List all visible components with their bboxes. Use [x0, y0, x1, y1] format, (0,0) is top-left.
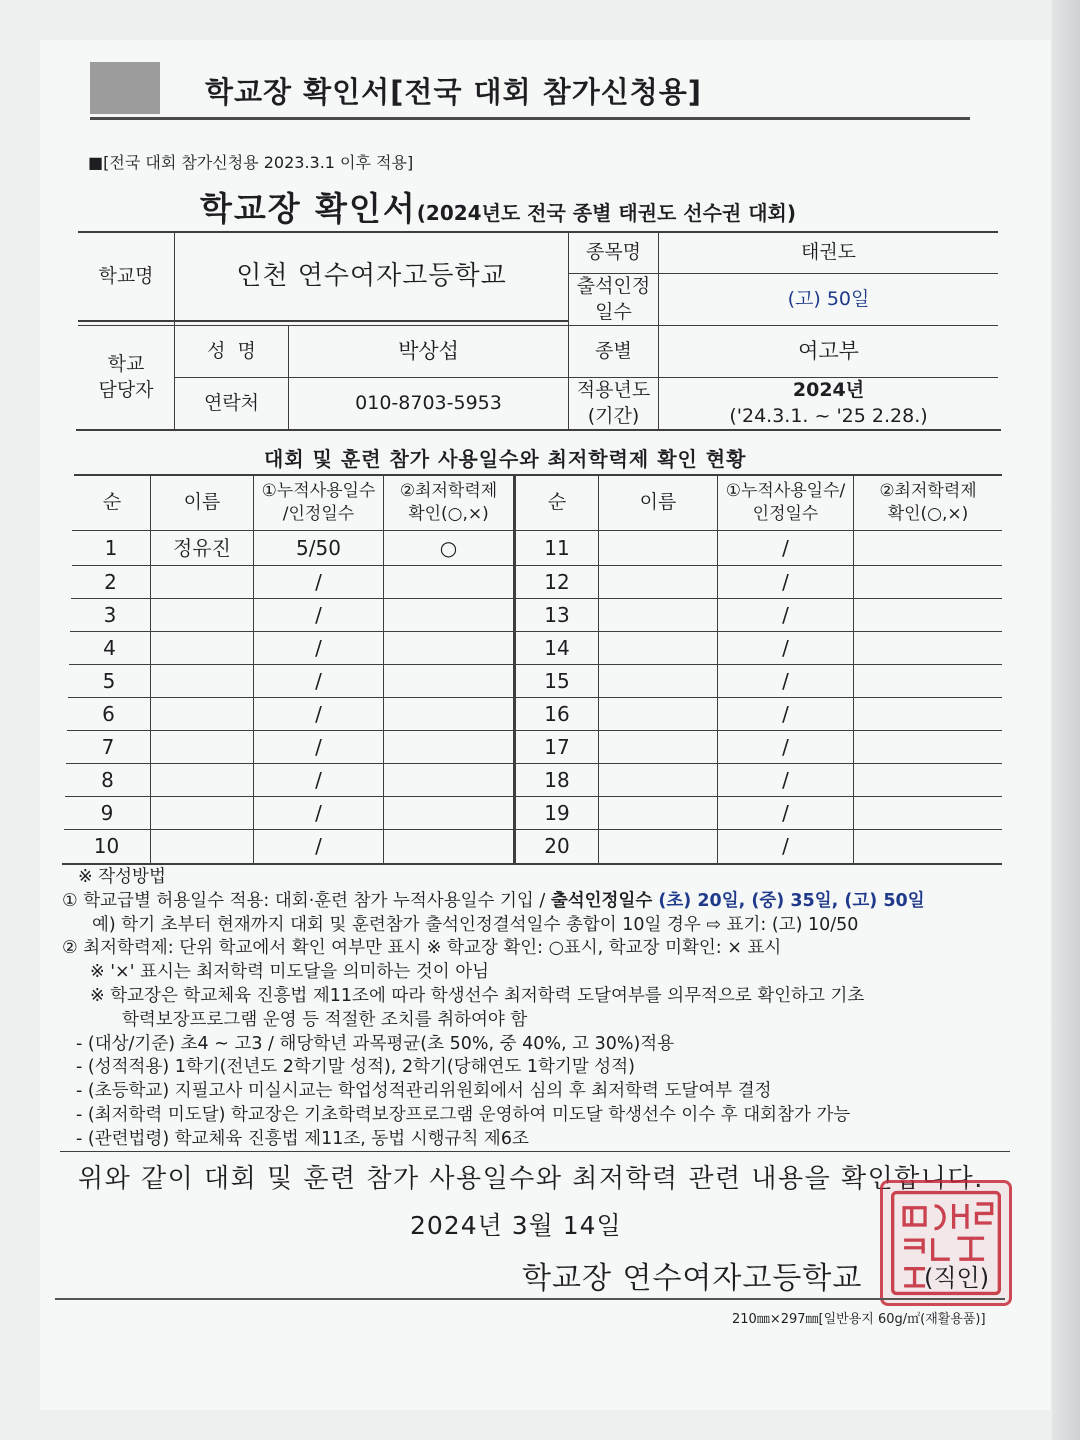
row-seq-right: 11: [544, 535, 570, 560]
school-label: 학교명: [98, 265, 154, 288]
row-seq-right: 17: [544, 734, 570, 759]
row-name: 정유진: [173, 535, 231, 560]
row-days-right: /: [782, 834, 789, 858]
notes-heading: ※ 작성방법: [78, 867, 166, 887]
row-days-right: /: [782, 767, 789, 792]
note-text: ① 학교급별 허용일수 적용: 대회·훈련 참가 누적사용일수 기입 /: [62, 890, 551, 911]
applicability-note: ■[전국 대회 참가신청용 2023.3.1 이후 적용]: [88, 153, 414, 172]
row-seq: 7: [101, 734, 115, 759]
row-seq: 5: [102, 668, 116, 693]
issue-date: 2024년 3월 14일: [410, 1211, 622, 1240]
row-seq-right: 15: [544, 668, 570, 693]
paper-spec: 210㎜×297㎜[일반용지 60g/㎡(재활용품)]: [732, 1312, 986, 1327]
header-gray-block: [90, 62, 160, 114]
row-days-right: /: [782, 602, 789, 627]
row-seq: 6: [102, 701, 115, 726]
header-grade: ②최저학력제 확인(○,×): [399, 481, 498, 524]
row-days-right: /: [782, 800, 789, 825]
phone-label: 연락처: [203, 391, 260, 414]
header-days-right: ①누적사용일수/ 인정일수: [725, 481, 846, 524]
row-days: /: [315, 834, 322, 858]
row-days: /: [315, 767, 322, 792]
row-days-right: /: [782, 734, 789, 759]
header-name: 이름: [183, 491, 221, 514]
principal-signature: 학교장 연수여자고등학교: [522, 1261, 863, 1296]
row-days: /: [315, 800, 322, 825]
contact-label: 학교 담당자: [98, 352, 154, 401]
header-name-right: 이름: [639, 491, 677, 514]
top-title: 학교장 확인서[전국 대회 참가신청용]: [205, 75, 703, 109]
sport-label: 종목명: [585, 241, 642, 264]
main-title-subtitle: (2024년도 전국 종별 태권도 선수권 대회): [416, 201, 797, 225]
year-value: 2024년: [792, 378, 865, 401]
row-days: /: [315, 569, 322, 594]
row-days: /: [315, 668, 322, 693]
main-title: [200, 183, 796, 230]
sport-value: 태권도: [800, 241, 857, 264]
row-seq: 2: [104, 569, 117, 594]
note-line: - (초등학교) 지필고사 미실시교는 학업성적관리위원회에서 심의 후 최저학력 도달여부 결정: [76, 1081, 772, 1102]
row-seq: 10: [93, 834, 120, 858]
period-value: ('24.3.1. ~ '25 2.28.): [729, 404, 928, 427]
row-seq: 3: [103, 602, 117, 627]
note-line: 예) 학기 초부터 현재까지 대회 및 훈련참가 출석인정결석일수 총합이 10일 경우 ⇨ 표기: (고) 10/50: [92, 914, 859, 935]
row-days-right: /: [782, 569, 789, 594]
row-seq-right: 13: [544, 602, 570, 627]
row-days: /: [315, 635, 322, 660]
note-line: 학력보장프로그램 운영 등 적절한 조치를 취하여야 함: [122, 1009, 528, 1030]
category-value: 여고부: [798, 339, 859, 364]
note-line: - (성적적용) 1학기(전년도 2학기말 성적), 2학기(당해연도 1학기말 성적): [76, 1057, 635, 1078]
note-line: ※ 학교장은 학교체육 진흥법 제11조에 따라 학생선수 최저학력 도달여부를 의무적으로 확인하고 기초: [90, 985, 865, 1006]
bottom-rule: [55, 1298, 1005, 1300]
row-days-right: /: [782, 701, 789, 726]
row-days: /: [315, 734, 322, 759]
note-line: [62, 890, 1022, 914]
instructions: [62, 866, 1022, 1152]
manager-name: 박상섭: [398, 339, 459, 364]
phone-value: 010-8703-5953: [355, 391, 502, 414]
row-seq-right: 18: [544, 767, 570, 792]
note-bold: 출석인정일수: [550, 890, 653, 911]
main-title-text: 학교장 확인서: [200, 189, 417, 228]
category-label: 종별: [595, 339, 632, 362]
header-seq-right: 순: [547, 491, 567, 514]
confirmation-text: 위와 같이 대회 및 훈련 참가 사용일수와 최저학력 관련 내용을 확인합니다.: [78, 1164, 984, 1194]
row-seq: 8: [101, 767, 114, 792]
row-seq-right: 14: [544, 635, 570, 660]
header-grade-right: ②최저학력제 확인(○,×): [879, 481, 977, 524]
row-seq: 4: [103, 635, 116, 660]
row-days-right: /: [782, 668, 789, 693]
attendance-value: (고) 50일: [787, 287, 870, 310]
top-rule: [90, 117, 970, 120]
row-days: /: [315, 701, 322, 726]
note-line: - (관련법령) 학교체육 진흥법 제11조, 동법 시행규칙 제6조: [76, 1128, 529, 1149]
table-section-title: 대회 및 훈련 참가 사용일수와 최저학력제 확인 현황: [264, 447, 747, 471]
header-days: ①누적사용일수 /인정일수: [261, 481, 376, 524]
note-line: - (대상/기준) 초4 ~ 고3 / 해당학년 과목평균(초 50%, 중 40%, 고 30%)적용: [76, 1033, 675, 1054]
row-days: 5/50: [296, 535, 341, 560]
year-value-cell: [659, 378, 998, 429]
name-label: 성 명: [207, 339, 256, 362]
row-seq-right: 20: [544, 834, 570, 858]
row-seq-right: 16: [544, 701, 570, 726]
row-grade: ○: [439, 535, 458, 560]
attendance-label: 출석인정 일수: [576, 274, 651, 323]
row-days: /: [315, 602, 322, 627]
header-seq: 순: [102, 491, 122, 514]
note-line: ② 최저학력제: 단위 학교에서 확인 여부만 표시 ※ 학교장 확인: ○표시, 학교장 미확인: × 표시: [62, 938, 782, 959]
row-seq-right: 19: [544, 800, 570, 825]
school-name: 인천 연수여자고등학교: [236, 261, 507, 292]
row-days-right: /: [782, 535, 789, 560]
row-seq-right: 12: [544, 569, 570, 594]
row-seq: 1: [104, 535, 118, 560]
seal-mark-text: (직인): [924, 1264, 990, 1292]
notes-rule: [60, 1151, 1010, 1152]
note-line: ※ '×' 표시는 최저학력 미도달을 의미하는 것이 아님: [90, 962, 490, 983]
note-allowed-days: (초) 20일, (중) 35일, (고) 50일: [652, 890, 925, 911]
page-edge: [1052, 0, 1080, 1440]
note-line: - (최저학력 미도달) 학교장은 기초학력보장프로그램 운영하여 미도달 학생선수 이수 후 대회참가 가능: [76, 1104, 851, 1125]
row-seq: 9: [100, 800, 114, 825]
year-label: 적용년도 (기간): [576, 378, 651, 427]
row-days-right: /: [782, 635, 789, 660]
